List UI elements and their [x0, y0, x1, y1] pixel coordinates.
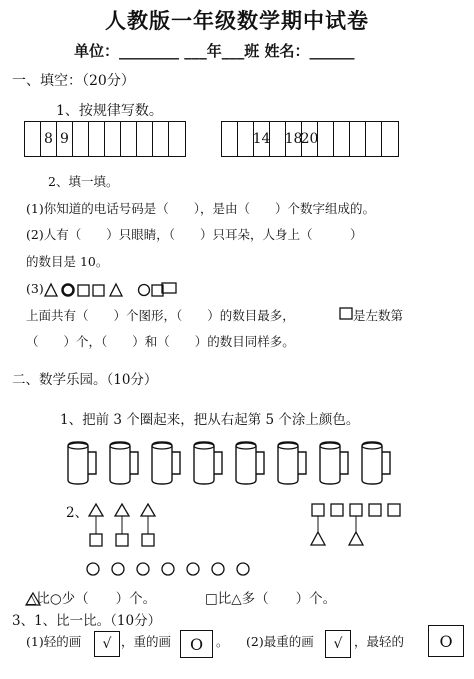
grid-cell	[222, 122, 238, 156]
circle-row	[86, 560, 286, 578]
circle-shape	[212, 563, 224, 575]
q2-line-6: （ ）个，（ ）和（ ）的数目同样多。	[26, 334, 295, 349]
page-title: 人教版一年级数学期中试卷	[105, 8, 369, 33]
square-shape	[331, 504, 343, 516]
rectangle-shape	[162, 283, 176, 293]
circle-shape	[112, 563, 124, 575]
circle-shape	[137, 563, 149, 575]
square-shape	[78, 285, 89, 296]
grid-cell	[270, 122, 286, 156]
q2-label: 2、填一填。	[48, 174, 119, 189]
info-line: 单位：________ ___年___班 姓名：______	[74, 42, 355, 60]
section-heading-2: 二、数学乐园。（10分）	[12, 372, 158, 388]
grid-cell	[121, 122, 137, 156]
number-grid-a	[24, 121, 186, 157]
square-triangle-pair	[349, 504, 363, 545]
cup-instruction: 1、把前 3 个圈起来，把从右起第 5 个涂上颜色。	[60, 412, 360, 428]
square-over-triangle-group	[306, 500, 416, 548]
circle-shape-filled	[63, 285, 74, 296]
grid-cell	[153, 122, 169, 156]
cup-row	[66, 440, 406, 486]
cup-icon	[320, 442, 348, 484]
circle-box: O	[428, 625, 464, 657]
compare-instruction-2b: ，最轻的	[354, 634, 405, 649]
q2-line-4-prefix: (3)	[26, 281, 44, 296]
grid-cell	[318, 122, 334, 156]
circle-box: O	[180, 630, 213, 658]
cup-icon	[110, 442, 138, 484]
circle-shape	[162, 563, 174, 575]
q2-line-5: 上面共有（ ）个图形，（ ）的数目最多，	[26, 308, 295, 323]
grid-cell	[238, 122, 254, 156]
q2-line-5-suffix: 是左数第	[353, 308, 404, 323]
q2-line-2: (2)人有（ ）只眼睛，（ ）只耳朵，人身上（ ）	[26, 227, 363, 242]
cup-icon	[68, 442, 96, 484]
grid-cell	[334, 122, 350, 156]
cup-icon	[194, 442, 222, 484]
grid-cell: 18	[286, 122, 302, 156]
triangle-pair	[141, 504, 155, 546]
check-box: √	[325, 630, 351, 658]
cup-icon	[278, 442, 306, 484]
grid-cell	[169, 122, 185, 156]
square-shape	[369, 504, 381, 516]
compare-instruction-2a: (2)最重的画	[246, 634, 314, 649]
compare-instruction-1b: ，重的画	[121, 634, 172, 649]
triangle-shape	[45, 284, 57, 296]
shape-sequence	[44, 281, 194, 299]
q2-number-label: 2、	[66, 505, 89, 521]
triangle-pair	[89, 504, 103, 546]
q2-line-3: 的数目是 10。	[26, 254, 109, 269]
circle-shape	[187, 563, 199, 575]
triangle-shape	[110, 284, 122, 296]
grid-cell	[105, 122, 121, 156]
grid-cell: 14	[254, 122, 270, 156]
square-triangle-pair	[311, 504, 325, 545]
square-shape	[388, 504, 400, 516]
check-box: √	[94, 631, 120, 657]
grid-cell	[25, 122, 41, 156]
compare-line-2: □比△多（ ）个。	[205, 591, 337, 607]
section-heading-1: 一、填空：（20分）	[12, 73, 135, 89]
cup-icon	[152, 442, 180, 484]
circle-shape	[139, 285, 150, 296]
q1-label: 1、按规律写数。	[56, 103, 163, 119]
number-grid-b	[221, 121, 399, 157]
grid-cell: 20	[302, 122, 318, 156]
compare-instruction-1c: 。	[216, 634, 229, 649]
grid-cell	[350, 122, 366, 156]
square-shape	[93, 285, 104, 296]
grid-cell	[89, 122, 105, 156]
triangle-over-square-group	[84, 500, 164, 548]
triangle-pair	[115, 504, 129, 546]
compare-instruction-1a: (1)轻的画	[26, 634, 82, 649]
cup-icon	[236, 442, 264, 484]
q2-line-1: (1)你知道的电话号码是（ ），是由（ ）个数字组成的。	[26, 201, 375, 216]
compare-line-1: △比○少（ ）个。	[26, 591, 157, 607]
grid-cell: 8	[41, 122, 57, 156]
circle-shape	[87, 563, 99, 575]
grid-cell	[137, 122, 153, 156]
grid-cell	[366, 122, 382, 156]
section-heading-3: 3、1、比一比。（10分）	[12, 613, 162, 629]
circle-shape	[237, 563, 249, 575]
grid-cell	[73, 122, 89, 156]
cup-icon	[362, 442, 390, 484]
grid-cell	[382, 122, 398, 156]
grid-cell: 9	[57, 122, 73, 156]
